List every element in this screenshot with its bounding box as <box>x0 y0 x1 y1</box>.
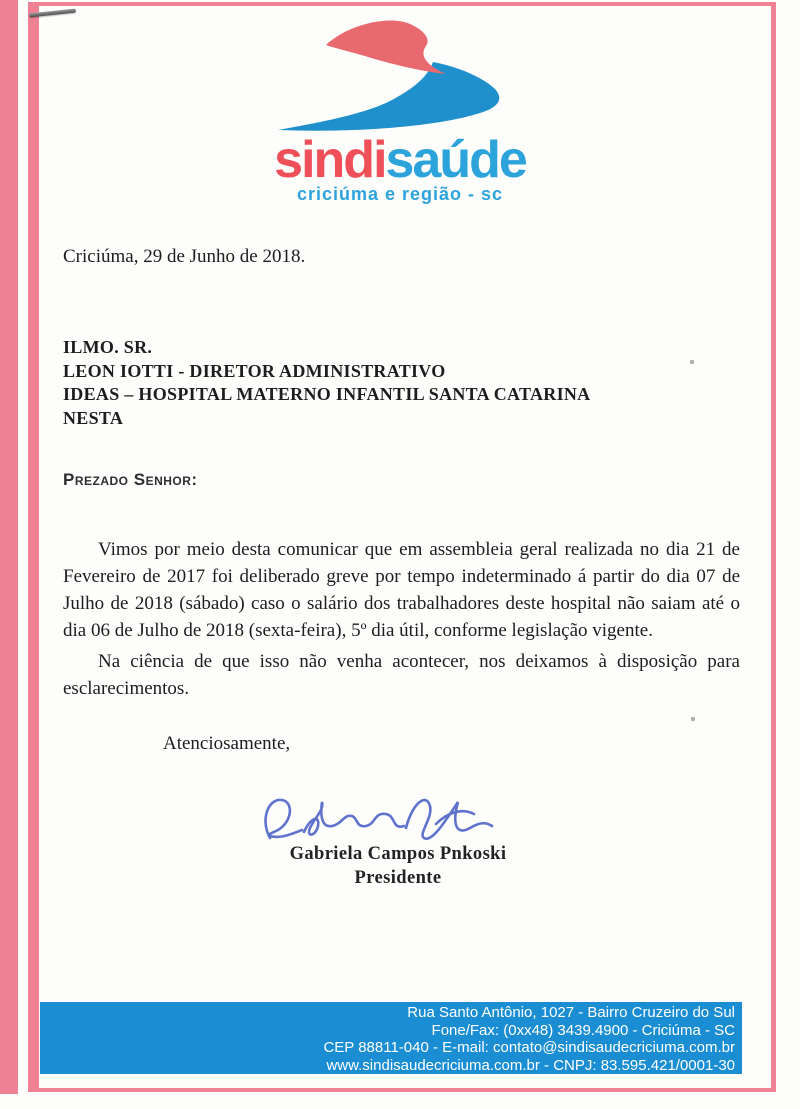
signer-title: Presidente <box>354 868 442 888</box>
scan-speck <box>691 717 695 721</box>
date-line: Criciúma, 29 de Junho de 2018. <box>63 246 306 267</box>
top-pink-border <box>28 2 776 6</box>
body-paragraph-2: Na ciência de que isso não venha acontecer, nos deixamos à disposição para esclarecimentos. <box>63 651 740 699</box>
signer-name: Gabriela Campos Pnkoski <box>289 844 507 864</box>
footer-contact-bar <box>40 1002 742 1074</box>
body-paragraph-1: Vimos por meio desta comunicar que em assembleia geral realizada no dia 21 de Fevereiro de 2017 foi deliberado greve por tempo indeterminado á partir do dia 07 de Julho de 2018 (sábado) caso o salário dos trabalhadores deste hospital não saiam até o dia 06 de Julho de 2018 (sexta-feira), 5º dia útil, conforme legislação vigente. <box>63 539 740 641</box>
salutation: Prezado Senhor: <box>63 470 198 489</box>
recipient-line-ilmo: ILMO. SR. <box>63 337 153 357</box>
footer-website-cnpj-line: www.sindisaudecriciuma.com.br - CNPJ: 83.595.421/0001-30 <box>326 1056 735 1074</box>
bottom-pink-border <box>28 1088 776 1092</box>
closing-line: Atenciosamente, <box>163 733 291 754</box>
footer-address-line: Rua Santo Antônio, 1027 - Bairro Cruzeiro do Sul <box>407 1004 735 1021</box>
logo-wordmark <box>0 131 800 189</box>
sindisaude-swoosh-logo-icon <box>268 20 532 138</box>
footer-phone-line: Fone/Fax: (0xx48) 3439.4900 - Criciúma - SC <box>431 1021 735 1039</box>
scan-speck <box>690 360 694 364</box>
logo-subtitle: criciúma e região - sc <box>296 184 504 204</box>
recipient-line-org: IDEAS – HOSPITAL MATERNO INFANTIL SANTA CATARINA <box>63 384 591 404</box>
footer-email-line: CEP 88811-040 - E-mail: contato@sindisaudecriciuma.com.br <box>323 1039 735 1056</box>
recipient-block <box>63 336 590 430</box>
recipient-line-name: LEON IOTTI - DIRETOR ADMINISTRATIVO <box>63 360 446 381</box>
logo-wordmark-sindi: sindi <box>274 131 386 189</box>
logo-wordmark-saude: saúde <box>385 131 526 189</box>
recipient-line-nesta: NESTA <box>63 407 124 428</box>
signer-block <box>248 842 548 890</box>
